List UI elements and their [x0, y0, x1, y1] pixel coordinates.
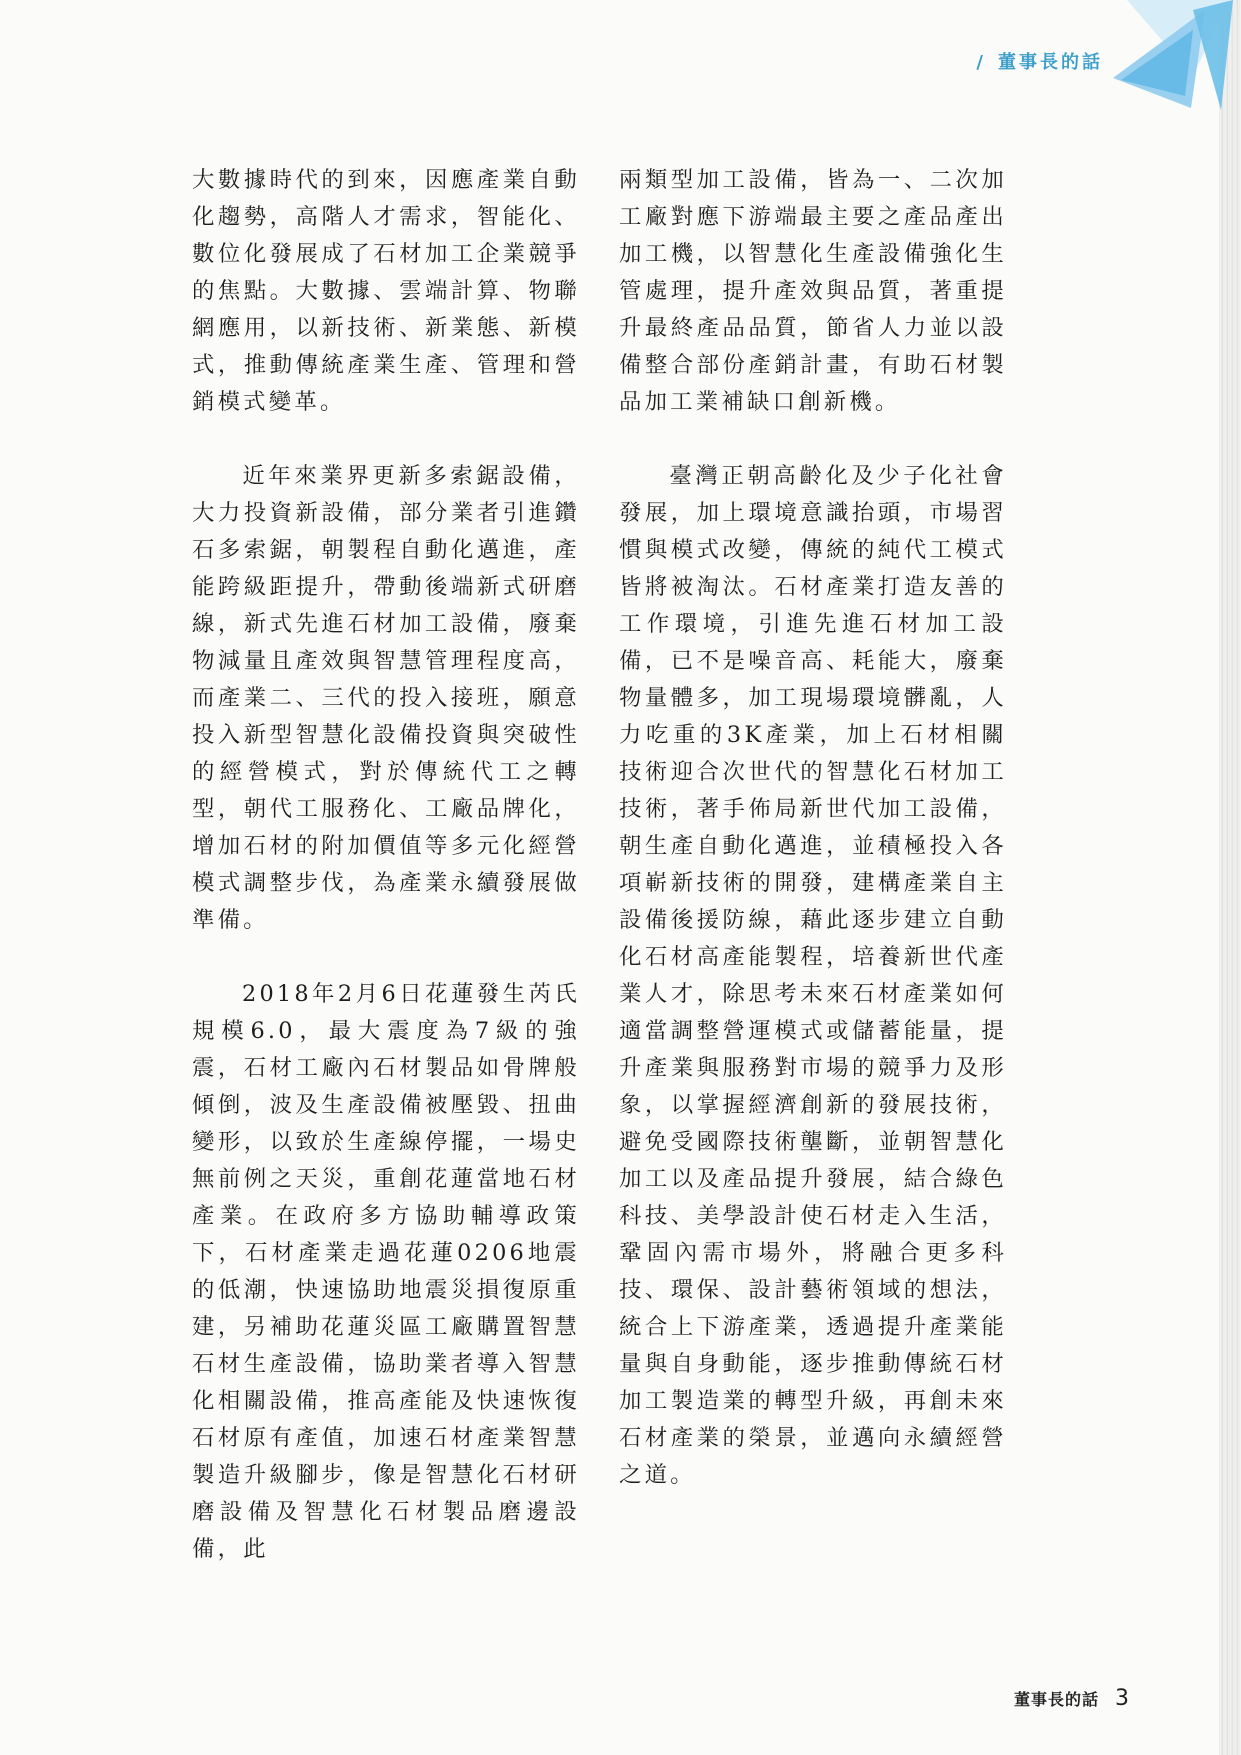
page-number: 3: [1115, 1686, 1129, 1711]
header-slash: /: [976, 52, 986, 73]
paragraph: [619, 162, 1007, 421]
footer-section-label: 董事長的話: [1013, 1690, 1099, 1709]
paragraph-text: 近年來業界更新多索鋸設備，大力投資新設備，部分業者引進鑽石多索鋸，朝製程自動化邁進，產能跨級距提升，帶動後端新式研磨線，新式先進石材加工設備，廢棄物減量且產效與智慧管理程度高，而產業二、三代的投入接班，願意投入新型智慧化設備投資與突破性的經營模式，對於傳統代工之轉型，朝代工服務化、工廠品牌化，增加石材的附加價值等多元化經營模式調整步伐，為產業永續發展做準備。: [192, 463, 580, 933]
paragraph: [192, 976, 580, 1568]
paragraph-text: 大數據時代的到來，因應產業自動化趨勢，高階人才需求，智能化、數位化發展成了石材加工企業競爭的焦點。大數據、雲端計算、物聯網應用，以新技術、新業態、新模式，推動傳統產業生產、管理和營銷模式變革。: [192, 167, 580, 415]
left-column: [192, 162, 580, 1568]
paragraph: [192, 458, 580, 939]
page-edge-texture: [1219, 0, 1241, 1755]
paragraph: [192, 162, 580, 421]
page-footer: [1014, 1686, 1129, 1711]
paragraph-text: 2018年2月6日花蓮發生芮氏規模6.0，最大震度為7級的強震，石材工廠內石材製品如骨牌般傾倒，波及生產設備被壓毀、扭曲變形，以致於生產線停擺，一場史無前例之天災，重創花蓮當地石材產業。在政府多方協助輔導政策下，石材產業走過花蓮0206地震的低潮，快速協助地震災損復原重建，另補助花蓮災區工廠購置智慧石材生產設備，協助業者導入智慧化相關設備，推高產能及快速恢復石材原有產值，加速石材產業智慧製造升級腳步，像是智慧化石材研磨設備及智慧化石材製品磨邊設備，此: [192, 981, 580, 1562]
paragraph-text: 兩類型加工設備，皆為一、二次加工廠對應下游端最主要之產品產出加工機，以智慧化生產設備強化生管處理，提升產效與品質，著重提升最終產品品質，節省人力並以設備整合部份產銷計畫，有助石材製品加工業補缺口創新機。: [619, 167, 1007, 415]
paragraph-text: 臺灣正朝高齡化及少子化社會發展，加上環境意識抬頭，市場習慣與模式改變，傳統的純代工模式皆將被淘汰。石材產業打造友善的工作環境，引進先進石材加工設備，已不是噪音高、耗能大，廢棄物量體多，加工現場環境髒亂，人力吃重的3K產業，加上石材相關技術迎合次世代的智慧化石材加工技術，著手佈局新世代加工設備，朝生產自動化邁進，並積極投入各項嶄新技術的開發，建構產業自主設備後援防線，藉此逐步建立自動化石材高產能製程，培養新世代產業人才，除思考未來石材產業如何適當調整營運模式或儲蓄能量，提升產業與服務對市場的競爭力及形象，以掌握經濟創新的發展技術，避免受國際技術壟斷，並朝智慧化加工以及產品提升發展，結合綠色科技、美學設計使石材走入生活，鞏固內需市場外，將融合更多科技、環保、設計藝術領域的想法，統合上下游產業，透過提升產業能量與自身動能，逐步推動傳統石材加工製造業的轉型升級，再創未來石材產業的榮景，並邁向永續經營之道。: [619, 463, 1007, 1488]
paragraph: [619, 458, 1007, 1494]
section-header: [976, 48, 1103, 74]
right-column: [619, 162, 1007, 1494]
corner-triangle-decoration: [1081, 0, 1241, 140]
header-section-title: 董事長的話: [998, 52, 1103, 73]
